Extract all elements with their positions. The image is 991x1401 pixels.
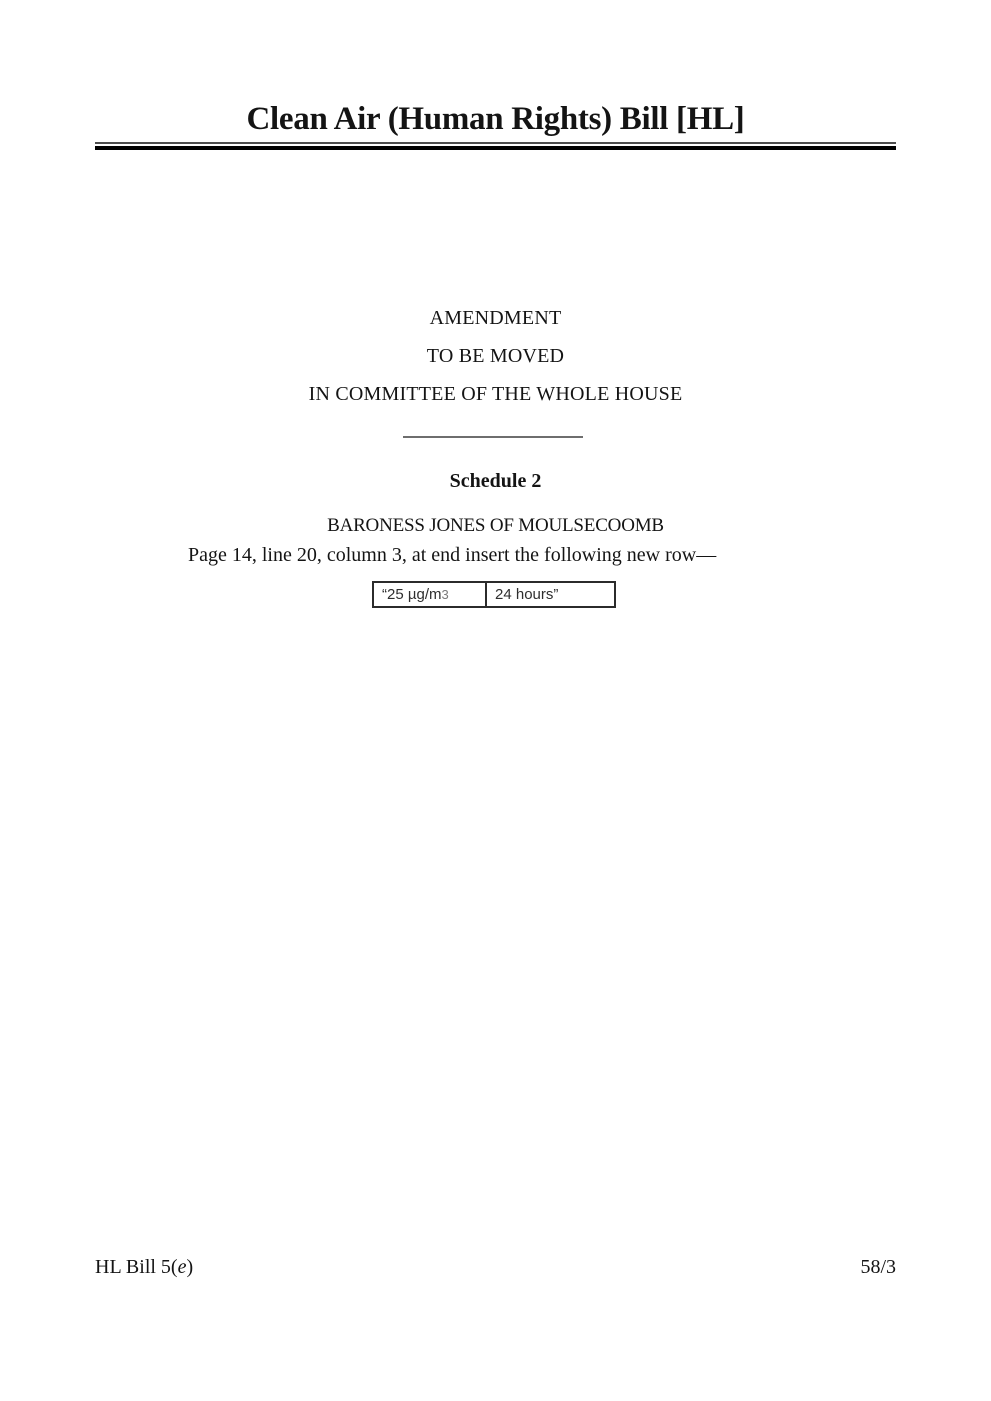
- mover-name: BARONESS JONES OF MOULSECOOMB: [327, 515, 664, 536]
- section-divider-line: [403, 436, 583, 438]
- table-row: [373, 582, 615, 607]
- footer-session-number: 58/3: [860, 1256, 896, 1278]
- heading-to-be-moved: TO BE MOVED: [426, 345, 565, 367]
- inserted-row-table: [372, 581, 616, 608]
- title-double-rule: [95, 142, 896, 150]
- amendment-instruction: Page 14, line 20, column 3, at end insert the following new row—: [188, 544, 717, 566]
- table-cell-averaging-period: 24 hours”: [486, 582, 615, 607]
- heading-amendment: AMENDMENT: [429, 307, 562, 329]
- bill-title: Clean Air (Human Rights) Bill [HL]: [246, 101, 745, 137]
- rule-thin-line: [95, 142, 896, 144]
- amendment-heading-block: [0, 299, 991, 413]
- footer-bill-ref-suffix: ): [186, 1256, 194, 1278]
- heading-committee: IN COMMITTEE OF THE WHOLE HOUSE: [308, 383, 683, 405]
- table-cell-limit-value: [373, 582, 486, 607]
- limit-value-exponent: 3: [441, 587, 449, 602]
- footer-bill-ref-italic: e: [177, 1256, 187, 1278]
- footer-bill-ref-prefix: HL Bill 5(: [95, 1256, 178, 1278]
- rule-thick-line: [95, 146, 896, 150]
- limit-value-text: “25 µg/m: [382, 586, 442, 603]
- schedule-heading: Schedule 2: [449, 470, 542, 492]
